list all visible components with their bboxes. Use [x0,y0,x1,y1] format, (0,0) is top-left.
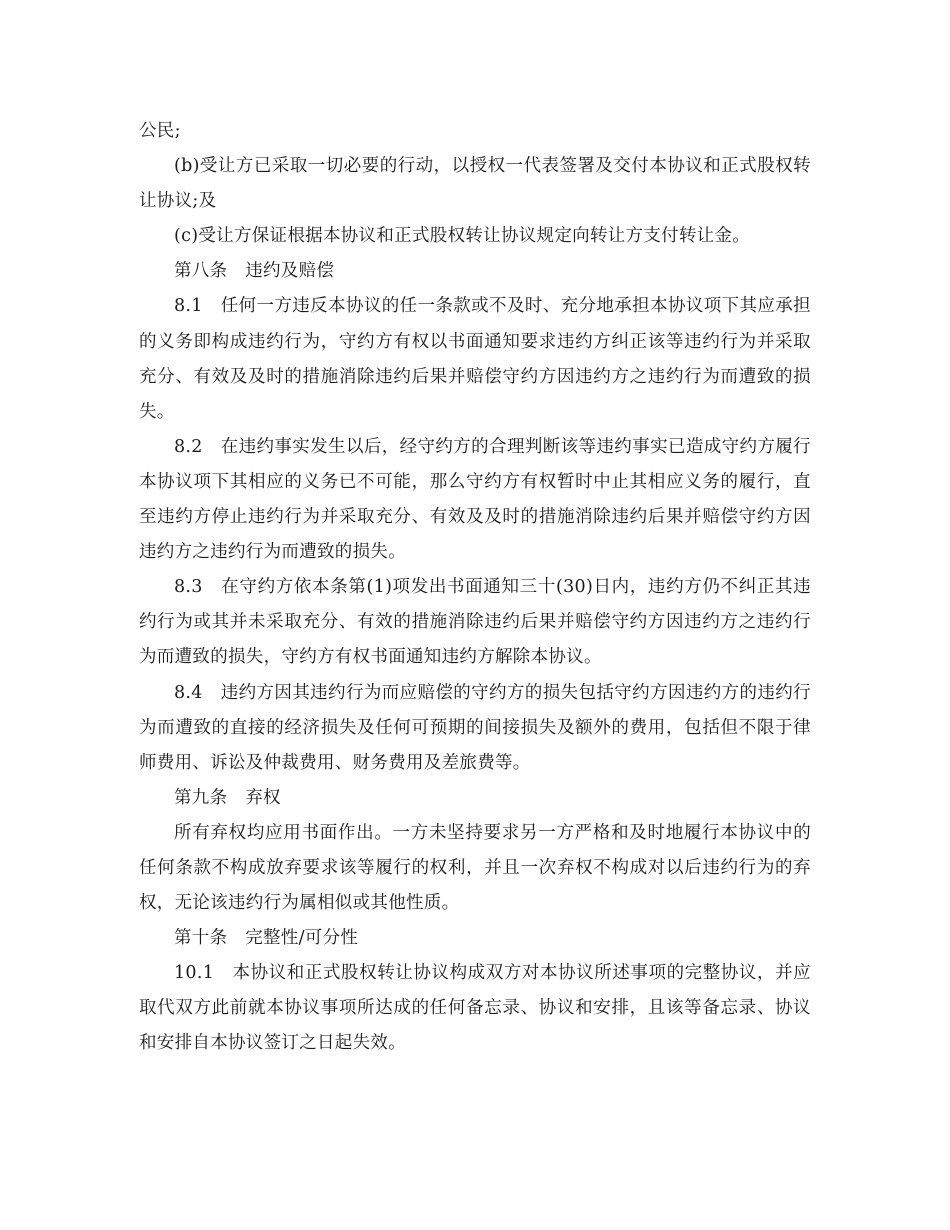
clause-text: 本协议和正式股权转让协议构成双方对本协议所述事项的完整协议，并应取代双方此前就本协议事项所达成的任何备忘录、协议和安排，且该等备忘录、协议和安排自本协议签订之日起失效。 [139,963,811,1054]
clause-8-4 [139,676,811,781]
clause-number: 8.2 [174,436,203,457]
article-10-heading: 第十条 完整性/可分性 [174,928,359,949]
clause-number: 8.4 [174,682,203,703]
clause-number: 8.1 [174,296,203,317]
article-9-body: 所有弃权均应用书面作出。一方未坚持要求另一方严格和及时地履行本协议中的任何条款不构成放弃要求该等履行的权利，并且一次弃权不构成对以后违约行为的弃权，无论该违约行为属相似或其他性质。 [139,822,811,914]
clause-text: 在守约方依本条第(1)项发出书面通知三十(30)日内，违约方仍不纠正其违约行为或其并未采取充分、有效的措施消除违约后果并赔偿守约方因违约方之违约行为而遭致的损失，守约方有权书面通知违约方解除本协议。 [139,577,811,668]
clause-8-3 [139,570,811,675]
clause-8-1 [139,289,811,429]
list-item-c: (c)受让方保证根据本协议和正式股权转让协议规定向转让方支付转让金。 [174,226,751,247]
clause-number: 8.3 [174,577,203,598]
article-8-heading: 第八条 违约及赔偿 [174,261,335,282]
article-9-heading: 第九条 弃权 [174,787,281,808]
clause-8-2 [139,430,811,570]
clause-text: 在违约事实发生以后，经守约方的合理判断该等违约事实已造成守约方履行本协议项下其相应的义务已不可能，那么守约方有权暂时中止其相应义务的履行，直至违约方停止违约行为并采取充分、有效及及时的措施消除违约后果并赔偿守约方因违约方之违约行为而遭致的损失。 [139,436,811,563]
continuation-paragraph: 公民; [139,121,181,141]
clause-number: 10.1 [174,963,215,984]
clause-10-1 [139,956,811,1061]
document-body [139,114,811,1062]
list-item-b: (b)受让方已采取一切必要的行动，以授权一代表签署及交付本协议和正式股权转让协议;及 [139,156,811,212]
clause-text: 违约方因其违约行为而应赔偿的守约方的损失包括守约方因违约方的违约行为而遭致的直接的经济损失及任何可预期的间接损失及额外的费用，包括但不限于律师费用、诉讼及仲裁费用、财务费用及差旅费等。 [139,682,811,773]
clause-text: 任何一方违反本协议的任一条款或不及时、充分地承担本协议项下其应承担的义务即构成违约行为，守约方有权以书面通知要求违约方纠正该等违约行为并采取充分、有效及及时的措施消除违约后果并赔偿守约方因违约方之违约行为而遭致的损失。 [139,296,811,422]
